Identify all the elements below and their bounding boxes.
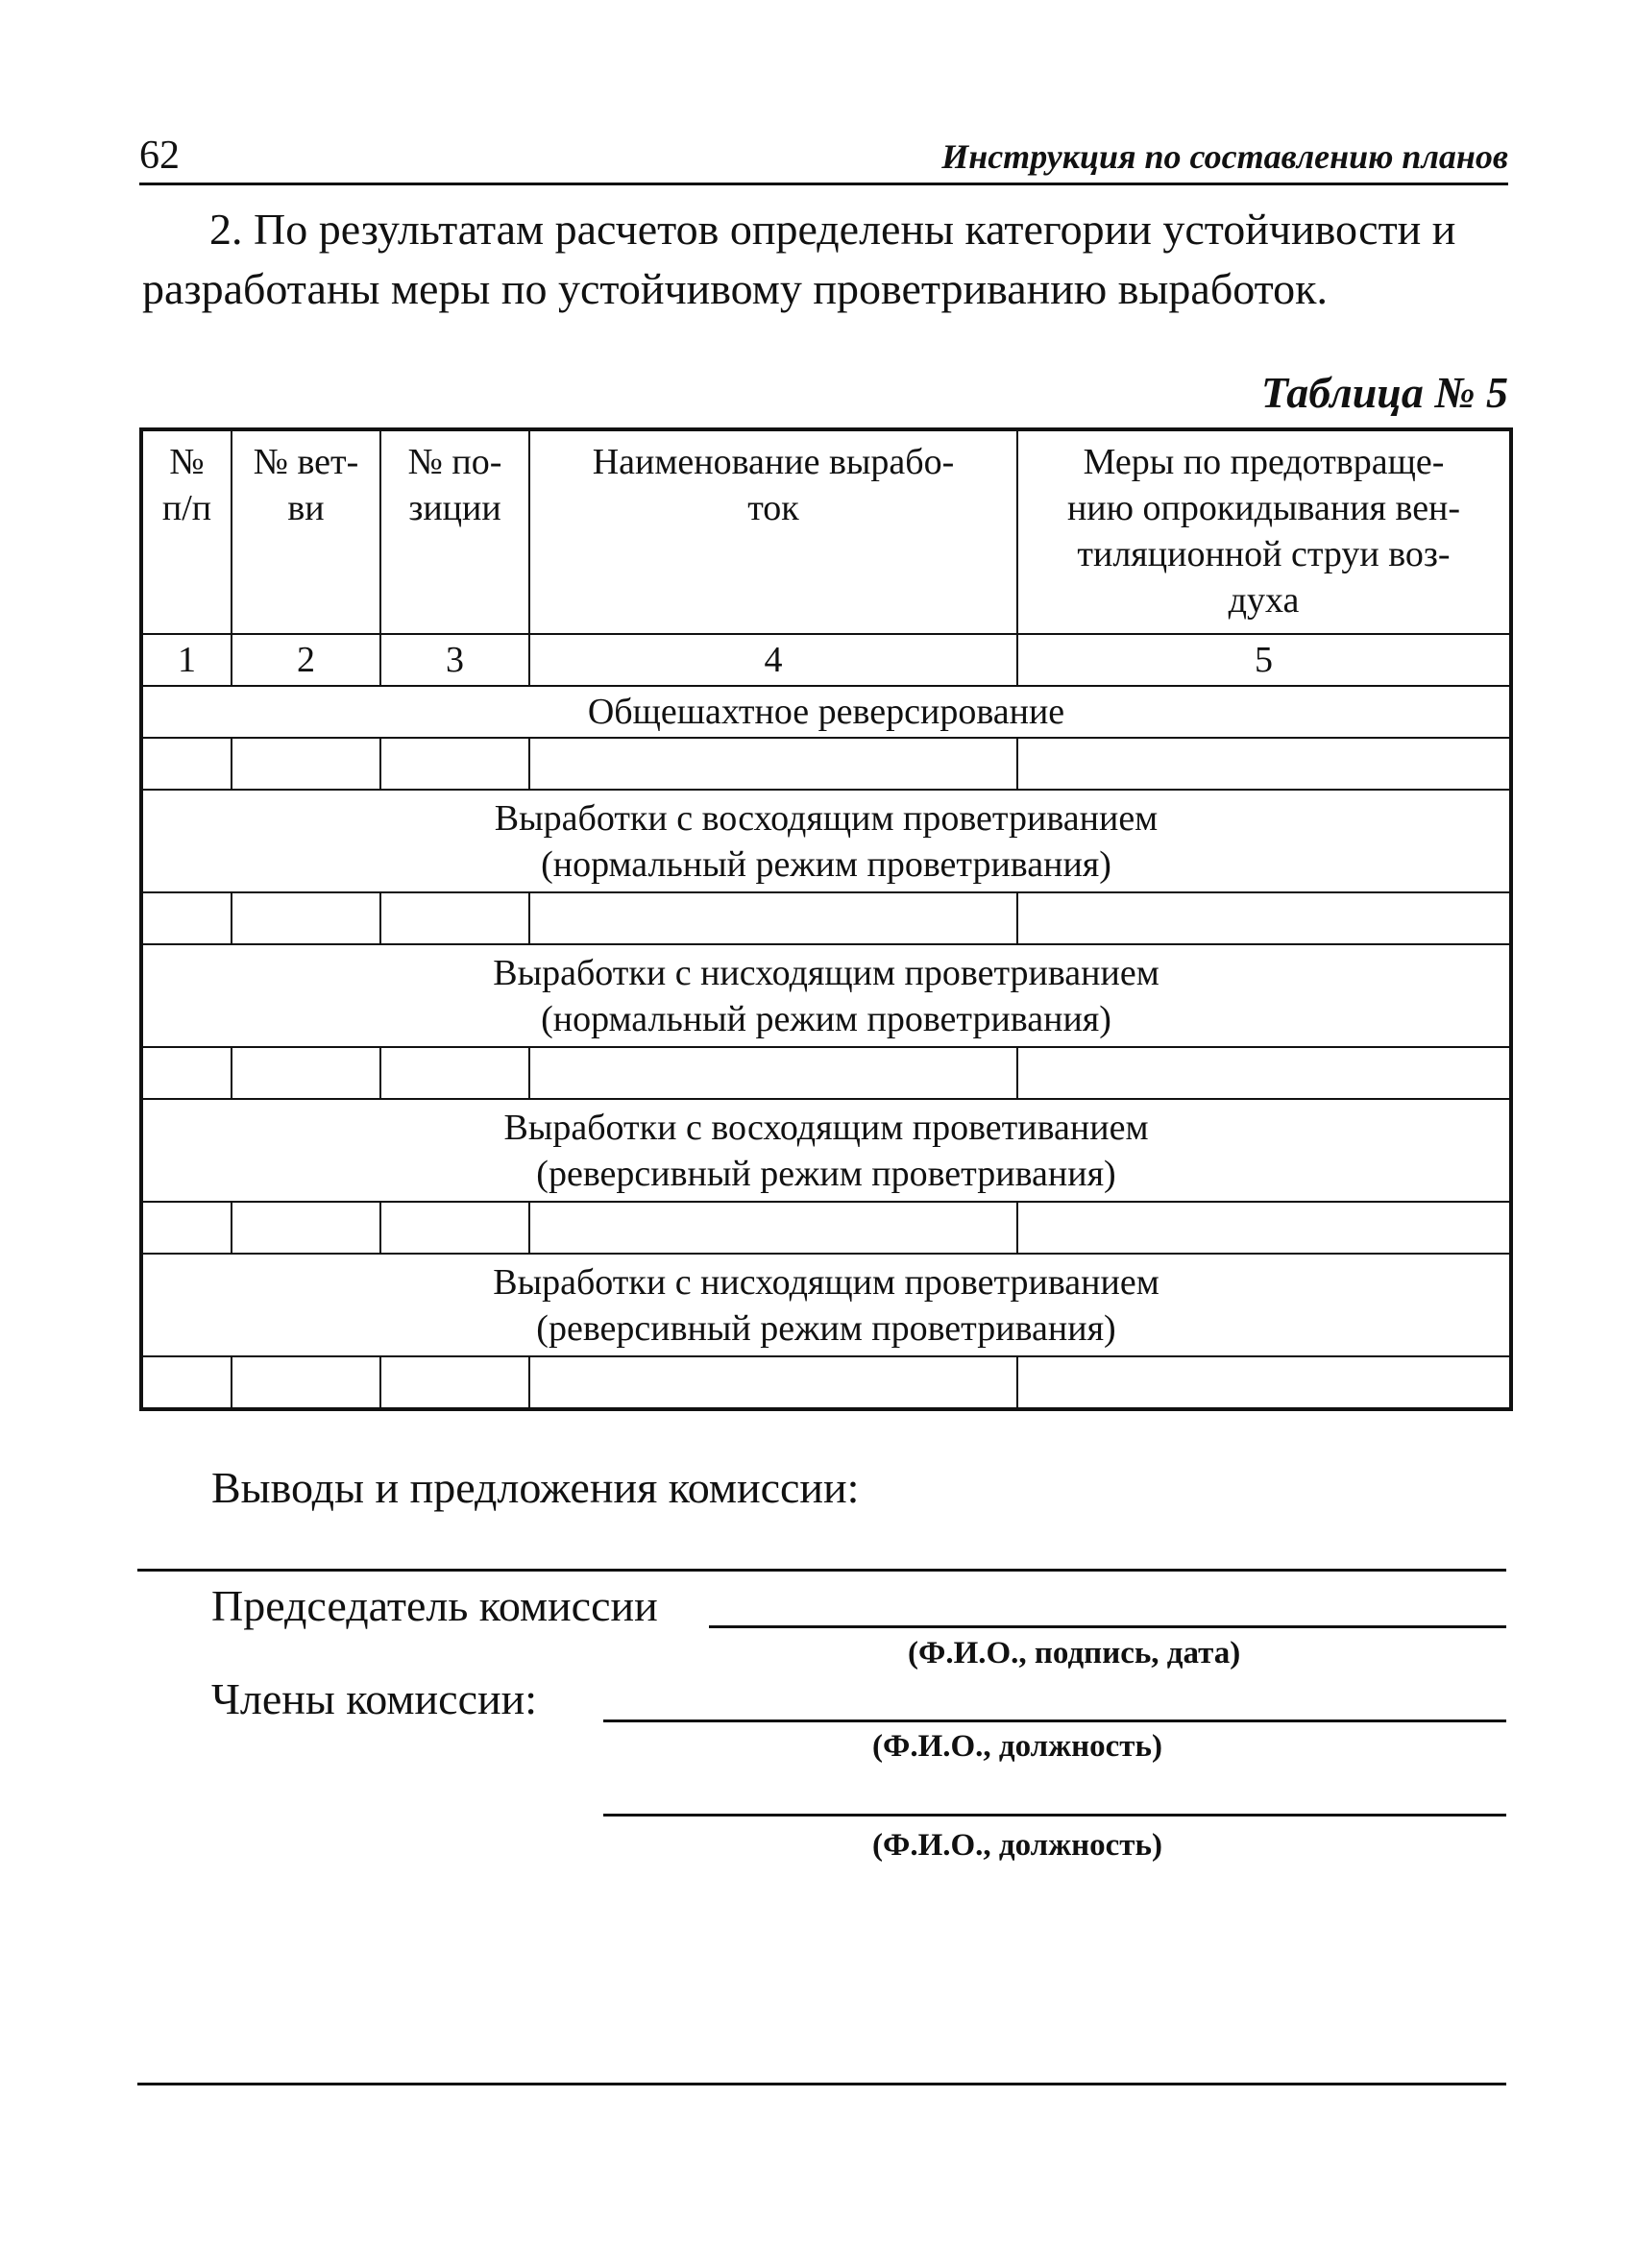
section-subtitle-line: (реверсивный режим проветривания): [536, 1153, 1116, 1194]
col-number: 2: [232, 634, 380, 686]
section-title-line: Выработки с восходящим проветриванием: [494, 797, 1159, 839]
col-header-measures: Меры по предотвраще- нию опрокидывания вен- тиляционной струи воз- духа: [1017, 429, 1511, 634]
section-row: [141, 686, 1511, 738]
chairman-hint: (Ф.И.О., подпись, дата): [908, 1636, 1241, 1671]
member-signature-line-2: [603, 1814, 1506, 1817]
section-title-line: Выработки с восходящим проветиванием: [503, 1107, 1149, 1148]
section-title: [141, 1254, 1511, 1356]
section-title: [141, 944, 1511, 1047]
chairman-signature-line: [709, 1625, 1506, 1628]
section-title-line: Выработки с нисходящим проветриванием: [493, 952, 1159, 993]
conclusions-label: Выводы и предложения комиссии:: [211, 1463, 860, 1512]
conclusions-line: [137, 1569, 1506, 1572]
intro-paragraph: 2. По результатам расчетов определены категории устойчивости и разработаны меры по устойчивому проветриванию выработок.: [142, 205, 1456, 313]
table-caption: Таблица № 5: [1260, 368, 1508, 417]
col-header-branch: № вет- ви: [232, 429, 380, 634]
column-numbers-row: [141, 634, 1511, 686]
section-row: [141, 944, 1511, 1047]
section-row: [141, 1099, 1511, 1202]
section-subtitle-line: (реверсивный режим проветривания): [536, 1307, 1116, 1349]
section-title-line: Общешахтное реверсирование: [587, 692, 1065, 732]
section-title-line: Выработки с нисходящим проветриванием: [493, 1261, 1159, 1303]
section-subtitle-line: (нормальный режим проветривания): [541, 843, 1111, 885]
member-signature-line-1: [603, 1719, 1506, 1722]
section-title: [141, 686, 1511, 738]
chairman-label: Председатель комиссии: [211, 1581, 658, 1630]
col-header-num: № п/п: [141, 429, 232, 634]
col-header-position: № по- зиции: [380, 429, 529, 634]
section-row: [141, 790, 1511, 892]
running-title: Инструкция по составлению планов: [941, 137, 1508, 176]
col-header-workings: Наименование вырабо- ток: [529, 429, 1017, 634]
col-number: 5: [1017, 634, 1511, 686]
blank-row: [141, 1356, 1511, 1409]
member-hint-1: (Ф.И.О., должность): [872, 1729, 1162, 1764]
footer-rule: [137, 2083, 1506, 2085]
member-hint-2: (Ф.И.О., должность): [872, 1828, 1162, 1863]
blank-row: [141, 738, 1511, 790]
page-header: [139, 123, 1508, 185]
table-header-row: [141, 429, 1511, 634]
section-title: [141, 790, 1511, 892]
blank-row: [141, 1202, 1511, 1254]
section-row: [141, 1254, 1511, 1356]
ventilation-table: [139, 427, 1513, 1411]
page-number: 62: [139, 134, 180, 178]
col-number: 4: [529, 634, 1017, 686]
col-number: 3: [380, 634, 529, 686]
blank-row: [141, 892, 1511, 944]
section-title: [141, 1099, 1511, 1202]
members-label: Члены комиссии:: [211, 1674, 538, 1723]
col-number: 1: [141, 634, 232, 686]
blank-row: [141, 1047, 1511, 1099]
section-subtitle-line: (нормальный режим проветривания): [541, 998, 1111, 1039]
